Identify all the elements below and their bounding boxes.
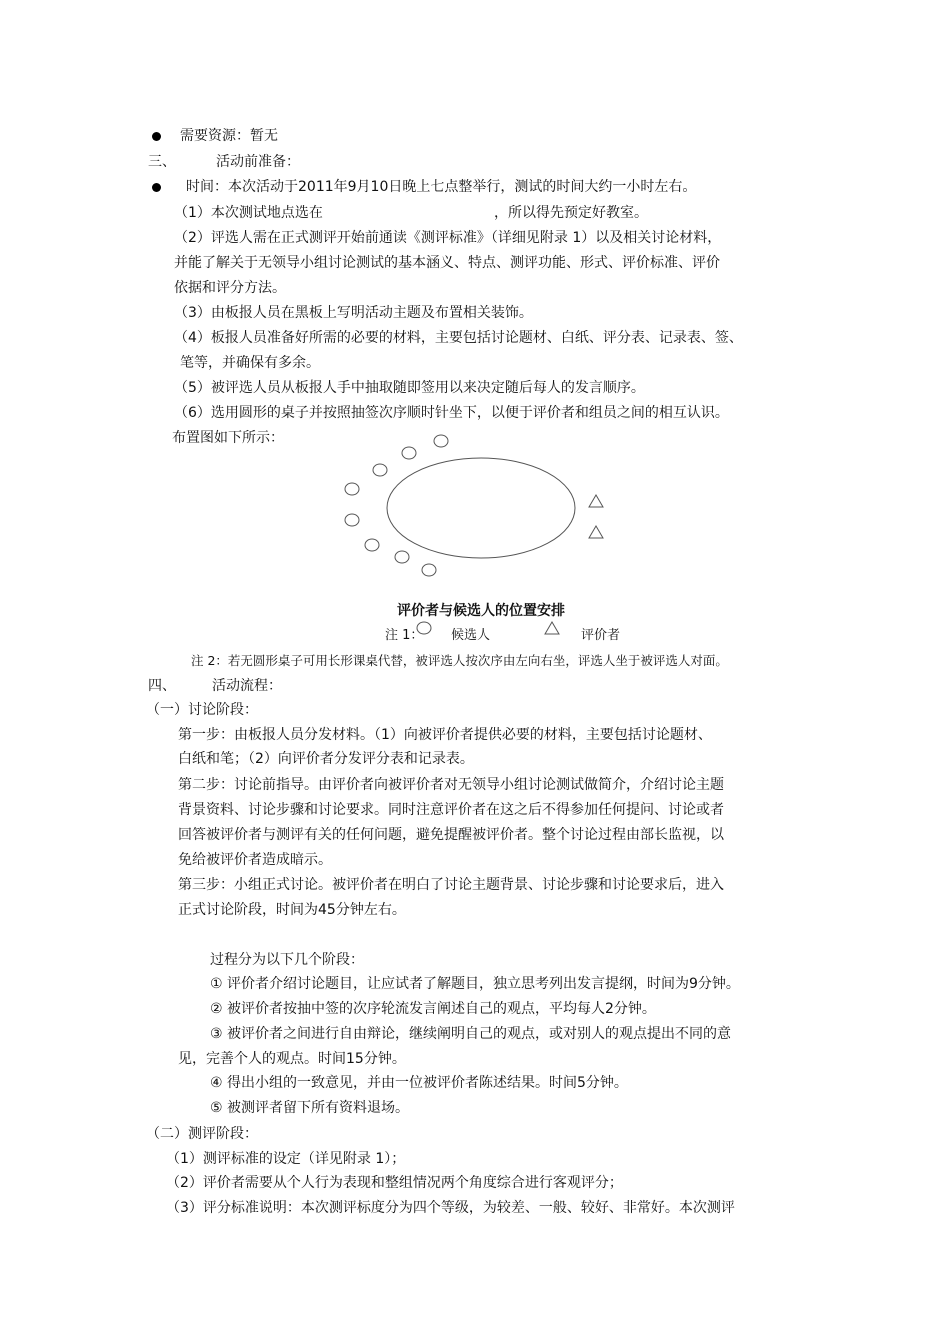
section-4-number: 四、	[148, 678, 176, 694]
stage2-item-3: （3）评分标准说明：本次测评标度分为四个等级，为较差、一般、较好、非常好。本次测评	[166, 1200, 735, 1216]
stage-1-title: （一）讨论阶段：	[146, 702, 258, 718]
step2-line4: 免给被评价者造成暗示。	[178, 852, 332, 868]
note1-label: 注 1：	[385, 628, 424, 643]
note1-evaluator-label: 评价者	[581, 628, 621, 643]
prep-item-4-line2: 笔等，并确保有多余。	[180, 355, 320, 371]
round-table	[387, 458, 575, 558]
candidate-seat-icon	[434, 435, 448, 447]
prep-item-2-line1: （2）评选人需在正式测评开始前通读《测评标准》（详细见附录 1）以及相关讨论材料，	[174, 230, 722, 246]
step2-line2: 背景资料、讨论步骤和讨论要求。同时注意评价者在这之后不得参加任何提问、讨论或者	[178, 802, 724, 818]
process-item-5: ⑤ 被测评者留下所有资料退场。	[210, 1100, 410, 1116]
evaluator-seat-icon	[589, 495, 603, 507]
stage2-item-1: （1）测评标准的设定（详见附录 1）；	[166, 1151, 406, 1167]
process-item-3-line2: 见，完善个人的观点。时间15分钟。	[178, 1051, 406, 1067]
prep-item-6: （6）选用圆形的桌子并按照抽签次序顺时针坐下，以便于评价者和组员之间的相互认识。	[174, 405, 729, 421]
section-3-number: 三、	[148, 154, 176, 170]
prep-item-2-line2: 并能了解关于无领导小组讨论测试的基本涵义、特点、测评功能、形式、评价标准、评价	[174, 255, 720, 271]
step1-line1: 第一步：由板报人员分发材料。（1）向被评价者提供必要的材料，主要包括讨论题材、	[178, 727, 712, 743]
process-item-1: ① 评价者介绍讨论题目，让应试者了解题目，独立思考列出发言提纲，时间为9分钟。	[210, 976, 740, 992]
process-item-4: ④ 得出小组的一致意见，并由一位被评价者陈述结果。时间5分钟。	[210, 1075, 628, 1091]
process-intro: 过程分为以下几个阶段：	[210, 952, 364, 968]
candidate-seat-icon	[402, 447, 416, 459]
prep-item-4-line1: （4）板报人员准备好所需的必要的材料，主要包括讨论题材、白纸、评分表、记录表、签、	[174, 330, 743, 346]
prep-item-5: （5）被评选人员从板报人手中抽取随即签用以来决定随后每人的发言顺序。	[174, 380, 645, 396]
process-item-2: ② 被评价者按抽中签的次序轮流发言阐述自己的观点，平均每人2分钟。	[210, 1001, 656, 1017]
stage-2-title: （二）测评阶段：	[146, 1126, 258, 1142]
layout-intro: 布置图如下所示：	[172, 430, 284, 446]
prep-item-2-line3: 依据和评分方法。	[174, 280, 286, 296]
step3-line2: 正式讨论阶段，时间为45分钟左右。	[178, 902, 406, 918]
evaluator-seat-icon	[589, 526, 603, 538]
candidate-seat-icon	[395, 551, 409, 563]
prep-item-3: （3）由板报人员在黑板上写明活动主题及布置相关装饰。	[174, 305, 533, 321]
evaluator-legend-icon	[545, 622, 559, 634]
step2-line1: 第二步：讨论前指导。由评价者向被评价者对无领导小组讨论测试做简介，介绍讨论主题	[178, 777, 724, 793]
time-line: 时间：本次活动于2011年9月10日晚上七点整举行，测试的时间大约一小时左右。	[186, 179, 697, 195]
note1-candidate-label: 候选人	[451, 628, 491, 643]
stage2-item-2: （2）评价者需要从个人行为表现和整组情况两个角度综合进行客观评分；	[166, 1175, 623, 1191]
step3-line1: 第三步：小组正式讨论。被评价者在明白了讨论主题背景、讨论步骤和讨论要求后，进入	[178, 877, 724, 893]
note2: 注 2：若无圆形桌子可用长形课桌代替，被评选人按次序由左向右坐，评选人坐于被评选人对面。	[191, 653, 728, 668]
resources-line: 需要资源：暂无	[180, 128, 278, 144]
section-3-title: 活动前准备：	[216, 154, 300, 170]
seating-diagram	[0, 0, 950, 660]
process-item-3-line1: ③ 被评价者之间进行自由辩论，继续阐明自己的观点，或对别人的观点提出不同的意	[210, 1026, 731, 1042]
step2-line3: 回答被评价者与测评有关的任何问题，避免提醒被评价者。整个讨论过程由部长监视，以	[178, 827, 724, 843]
candidate-seat-icon	[365, 539, 379, 551]
candidate-seat-icon	[345, 514, 359, 526]
candidate-seat-icon	[345, 483, 359, 495]
candidate-seat-icon	[422, 564, 436, 576]
prep-item-1a: （1）本次测试地点选在	[174, 205, 323, 221]
section-4-title: 活动流程：	[212, 678, 282, 694]
step1-line2: 白纸和笔；（2）向评价者分发评分表和记录表。	[178, 751, 474, 767]
candidate-seat-icon	[373, 464, 387, 476]
diagram-caption: 评价者与候选人的位置安排	[397, 603, 565, 619]
prep-item-1b: ，所以得先预定好教室。	[494, 205, 648, 221]
